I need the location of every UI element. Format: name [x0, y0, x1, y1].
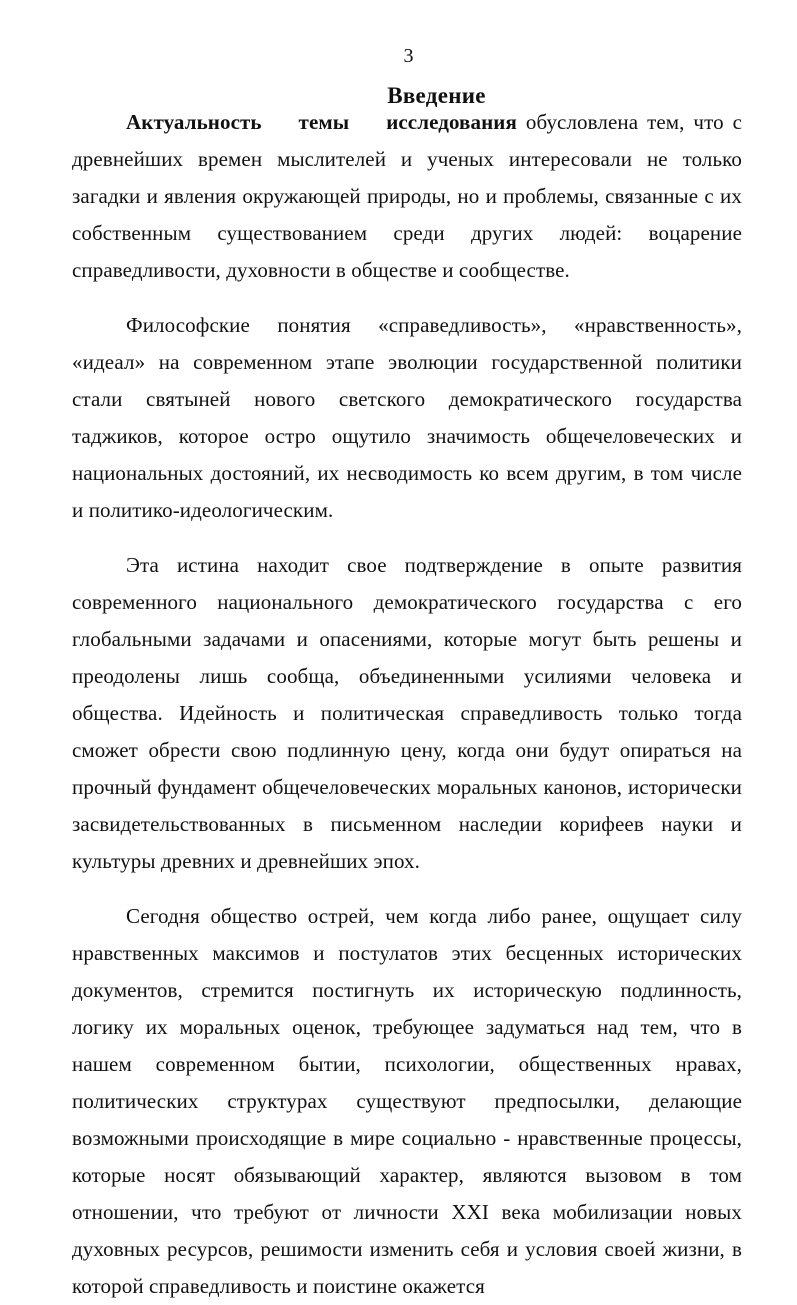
- paragraph-society-today: Сегодня общество острей, чем когда либо ранее, ощущает силу нравственных максимов и постулатов этих бесценных исторических документов, стремится постигнуть их историческую подлинность, логику их моральных оценок, требующее задуматься над тем, что в нашем современном бытии, психологии, общественных нравах, политических структурах существуют предпосылки, делающие возможными происходящие в мире социально - нравственные процессы, которые носят обязывающий характер, являются вызовом в том отношении, что требуют от личности XXI века мобилизации новых духовных ресурсов, решимости изменить себя и условия своей жизни, в которой справедливость и поистине окажется: [72, 904, 742, 1298]
- paragraph-text: обусловлена тем, что с древнейших времен мыслителей и ученых интересовали не только загадки и явления окружающей природы, но и проблемы, связанные с их собственным существованием среди других людей: воцарение справедливости, духовности в обществе и сообществе.: [72, 110, 743, 282]
- paragraph-truth-confirmation: Эта истина находит свое подтверждение в опыте развития современного национального демократического государства с его глобальными задачами и опасениями, которые могут быть решены и преодолены лишь сообща, объединенными усилиями человека и общества. Идейность и политическая справедливость только тогда сможет обрести свою подлинную цену, когда они будут опираться на прочный фундамент общечеловеческих моральных канонов, исторически засвидетельствованных в письменном наследии корифеев науки и культуры древних и древнейших эпох.: [72, 553, 742, 873]
- paragraph-philosophical-concepts: Философские понятия «справедливость», «нравственность», «идеал» на современном этапе эволюции государственной политики стали святыней нового светского демократического государства таджиков, которое остро ощутило значимость общечеловеческих и национальных достояний, их несводимость ко всем другим, в том числе и политико-идеологическим.: [72, 313, 742, 522]
- page-number: 3: [403, 45, 414, 67]
- relevance-lead: Актуальность темы исследования: [126, 110, 517, 134]
- paragraph-relevance: [72, 104, 742, 289]
- body-text: [72, 104, 742, 1305]
- section-heading: Введение: [387, 83, 486, 108]
